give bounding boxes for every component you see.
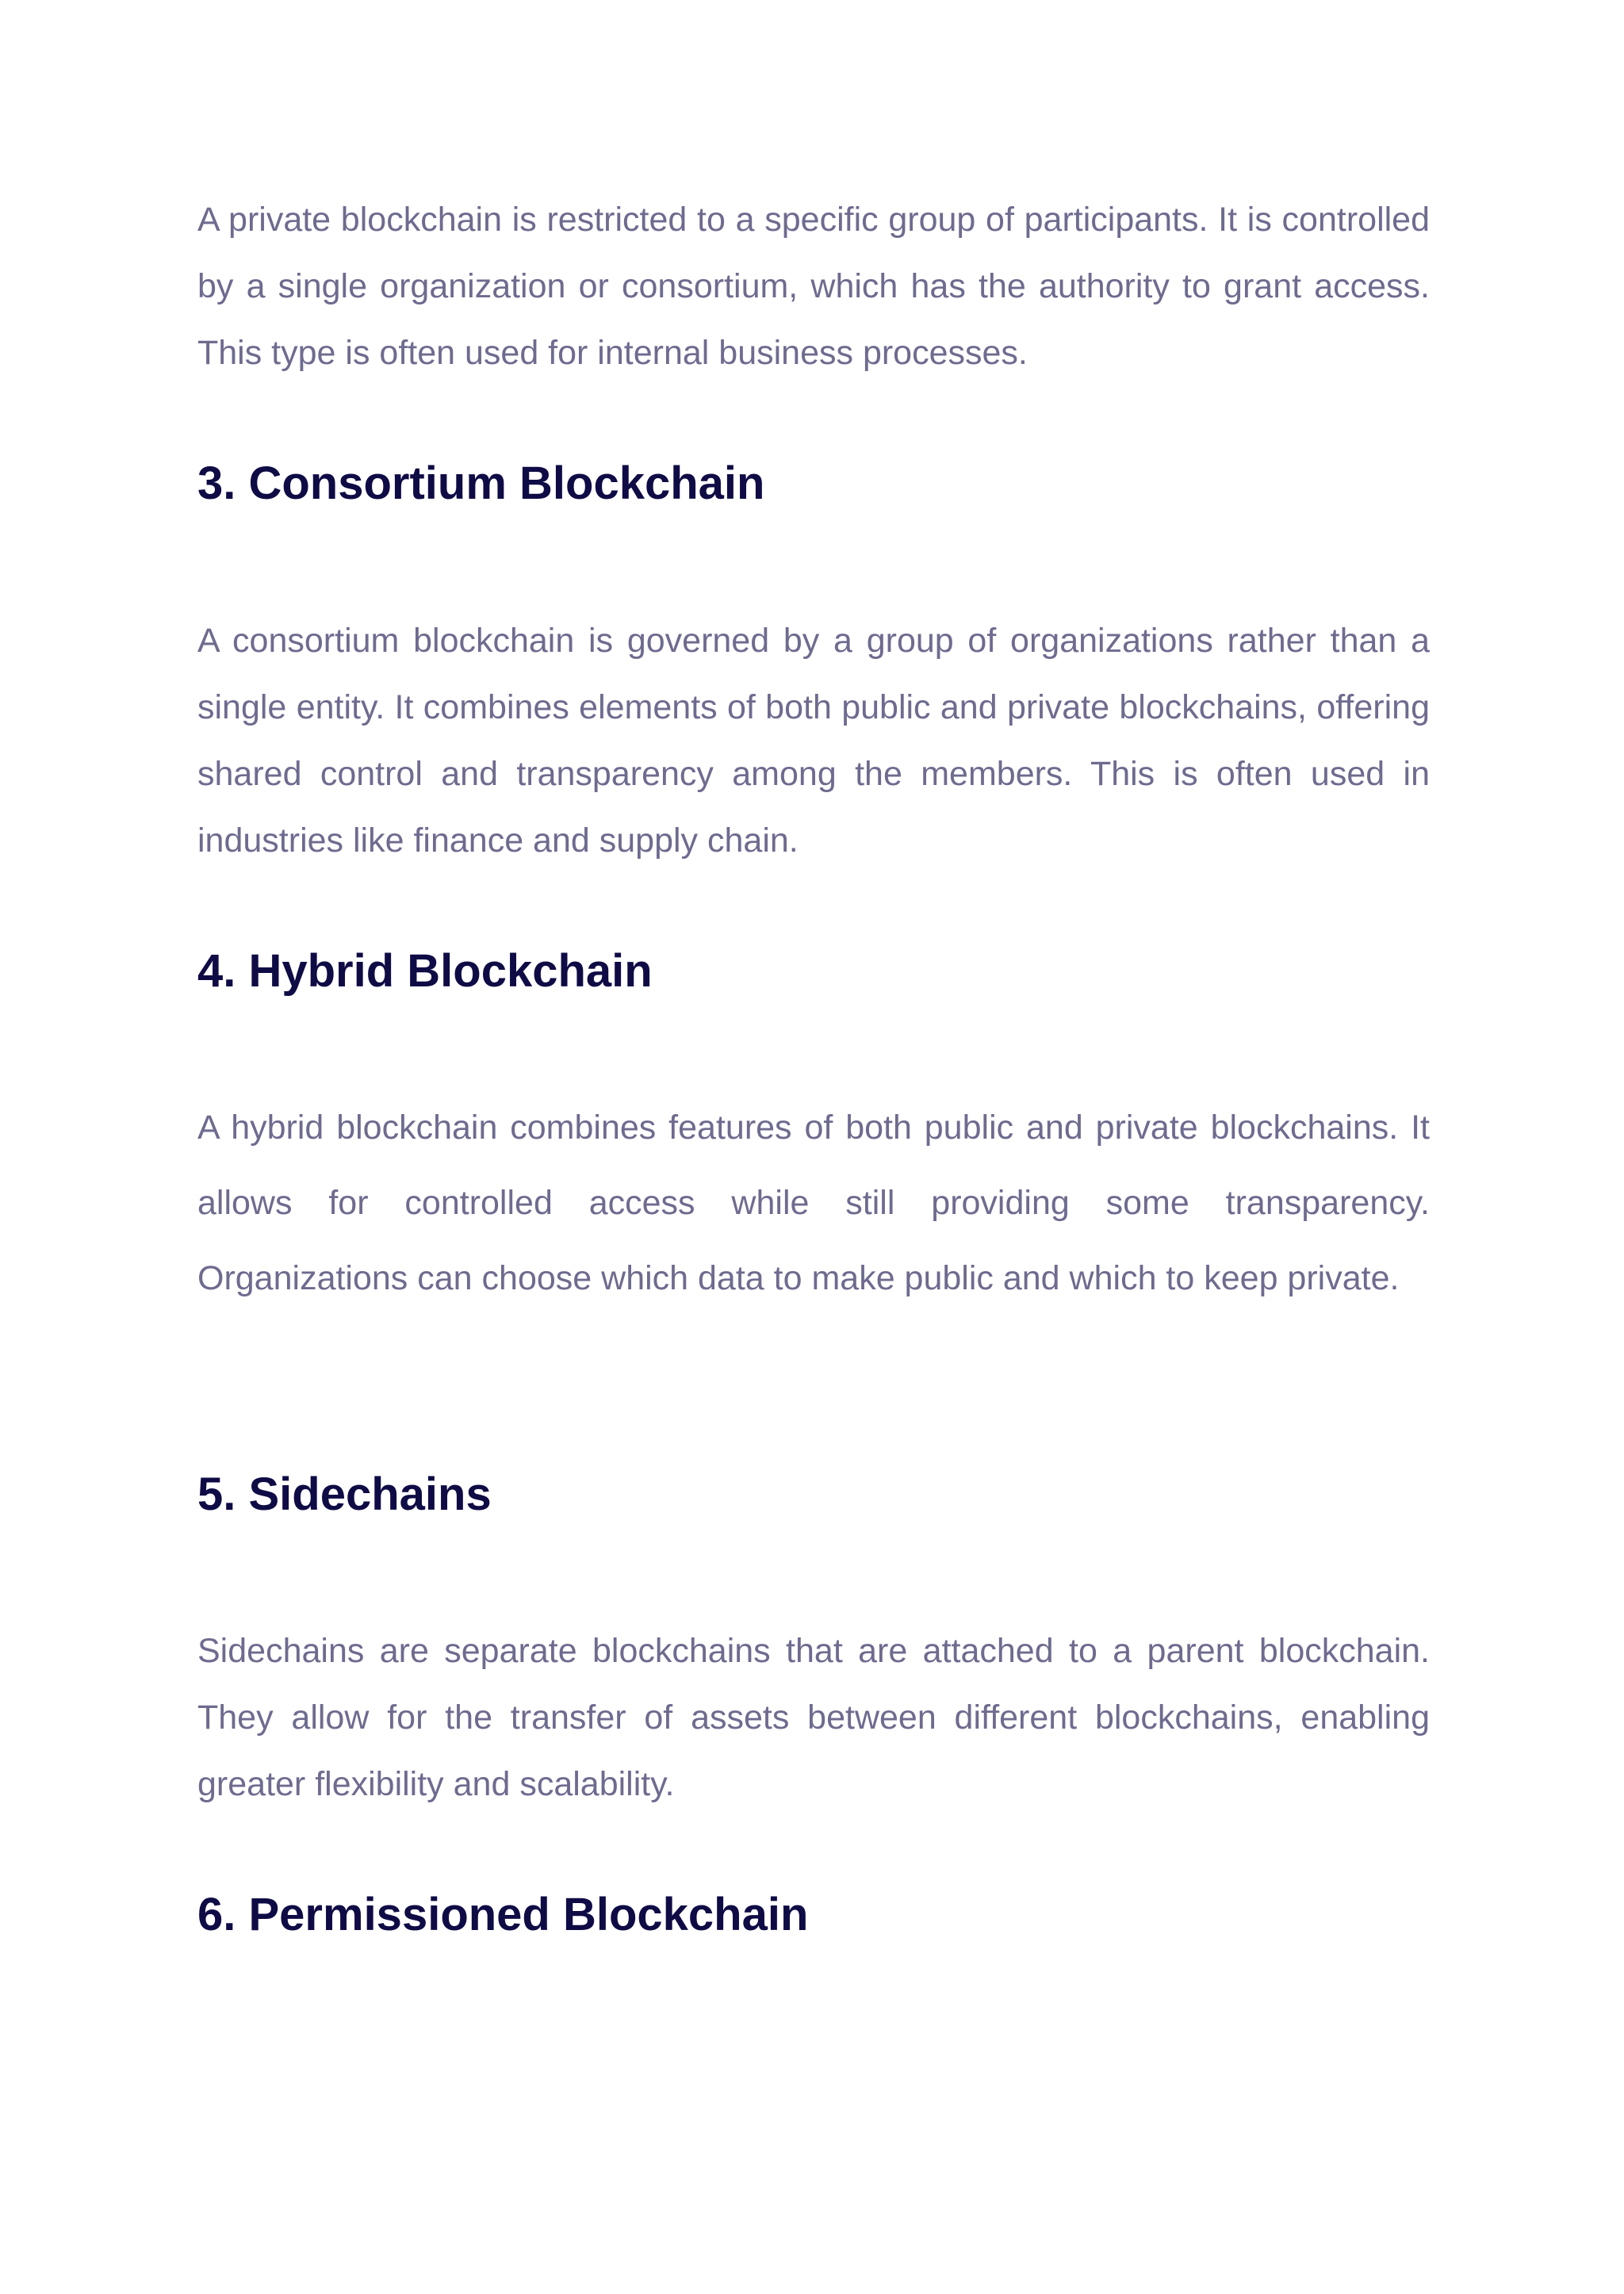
- heading-consortium-blockchain: 3. Consortium Blockchain: [197, 458, 765, 509]
- paragraph-sidechains: Sidechains are separate blockchains that are attached to a parent blockchain. They allow for the transfer of assets between different blockchains, enabling greater flexibility and scalability.: [197, 1632, 1430, 1803]
- heading-hybrid-blockchain: 4. Hybrid Blockchain: [197, 945, 653, 997]
- paragraph-consortium-blockchain: A consortium blockchain is governed by a group of organizations rather than a single entity. It combines elements of both public and private blockchains, offering shared control and transparency among the members. This is often used in industries like finance and supply chain.: [197, 622, 1430, 860]
- paragraph-private-blockchain: A private blockchain is restricted to a specific group of participants. It is controlled by a single organization or consortium, which has the authority to grant access. This type is often used for internal business processes.: [197, 201, 1430, 372]
- paragraph-hybrid-blockchain: A hybrid blockchain combines features of both public and private blockchains. It allows for controlled access while still providing some transparency. Organizations can choose which data to make public and which to keep private.: [197, 1109, 1430, 1297]
- heading-permissioned-blockchain: 6. Permissioned Blockchain: [197, 1889, 809, 1940]
- heading-sidechains: 5. Sidechains: [197, 1469, 492, 1520]
